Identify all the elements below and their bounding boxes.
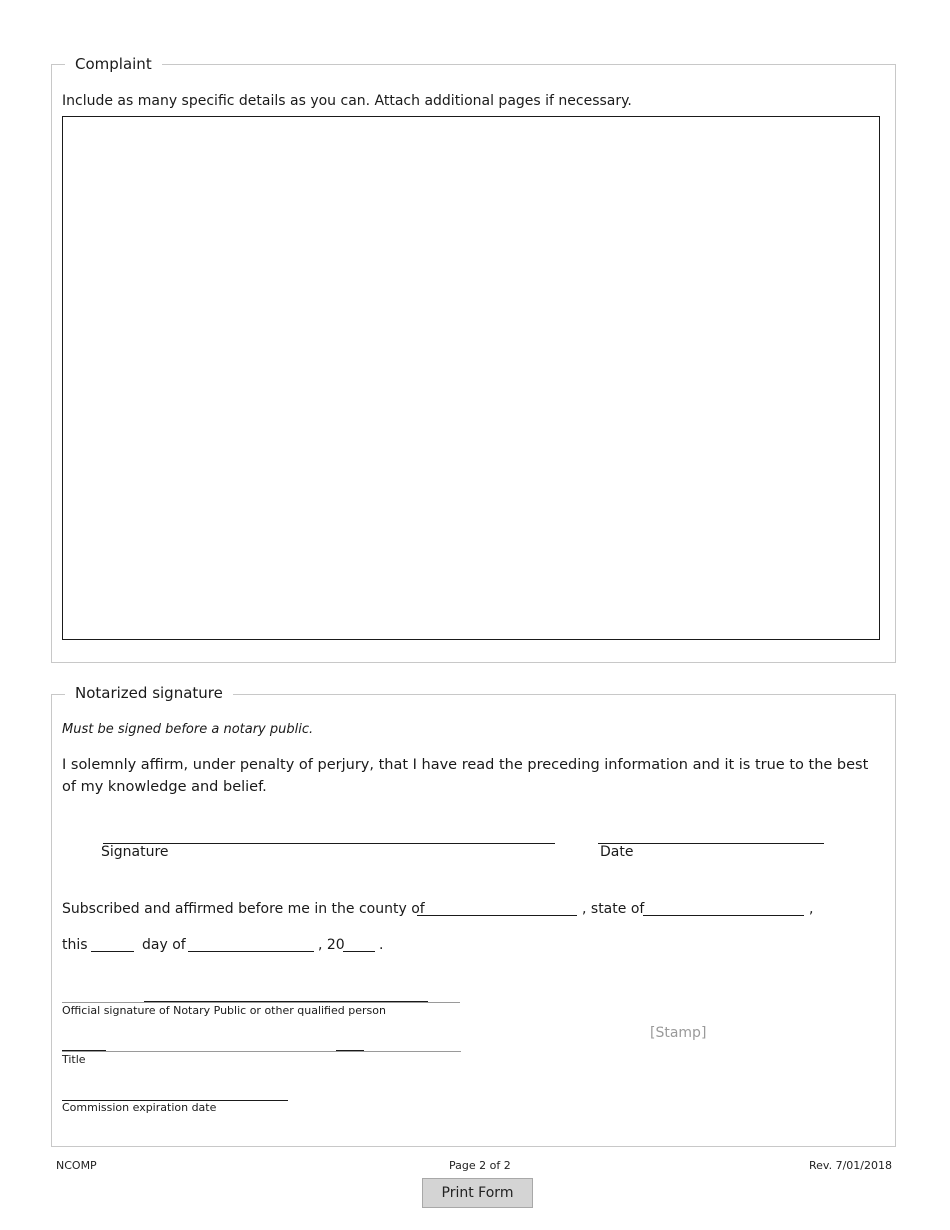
notarized-signature-legend: Notarized signature — [65, 683, 233, 703]
title-line-left — [62, 1050, 106, 1051]
title-field[interactable] — [62, 1033, 461, 1052]
notary-note: Must be signed before a notary public. — [62, 722, 314, 737]
date-label: Date — [600, 844, 634, 860]
subscribed-prefix: Subscribed and affirmed before me in the county of — [62, 901, 425, 917]
page-number: Page 2 of 2 — [449, 1159, 511, 1172]
complaint-textarea[interactable] — [62, 116, 880, 640]
official-signature-label: Official signature of Notary Public or other qualified person — [62, 1004, 386, 1017]
state-prefix: , state of — [582, 901, 645, 917]
month-field[interactable] — [188, 933, 314, 952]
state-suffix: , — [809, 901, 814, 917]
signature-label: Signature — [101, 844, 169, 860]
stamp-placeholder: [Stamp] — [650, 1025, 707, 1041]
revision-date: Rev. 7/01/2018 — [809, 1159, 892, 1172]
year-prefix: , 20 — [318, 937, 345, 953]
title-label: Title — [62, 1053, 86, 1066]
print-form-button[interactable]: Print Form — [422, 1178, 533, 1208]
this-label: this — [62, 937, 88, 953]
title-line-right — [336, 1050, 364, 1051]
state-field[interactable] — [643, 897, 804, 916]
signature-field[interactable] — [103, 825, 555, 844]
year-field[interactable] — [343, 933, 375, 952]
day-field[interactable] — [91, 933, 134, 952]
day-of-label: day of — [142, 937, 186, 953]
commission-expiration-label: Commission expiration date — [62, 1101, 217, 1114]
affirmation-text: I solemnly affirm, under penalty of perjury, that I have read the preceding information and it is true to the best of my knowledge and belief. — [62, 757, 869, 795]
complaint-instruction: Include as many specific details as you can. Attach additional pages if necessary. — [62, 93, 632, 109]
commission-expiration-field[interactable] — [62, 1082, 288, 1101]
form-code: NCOMP — [56, 1159, 97, 1172]
official-signature-line — [144, 1001, 428, 1002]
complaint-legend: Complaint — [65, 54, 162, 74]
period: . — [379, 937, 384, 953]
county-field[interactable] — [417, 897, 577, 916]
